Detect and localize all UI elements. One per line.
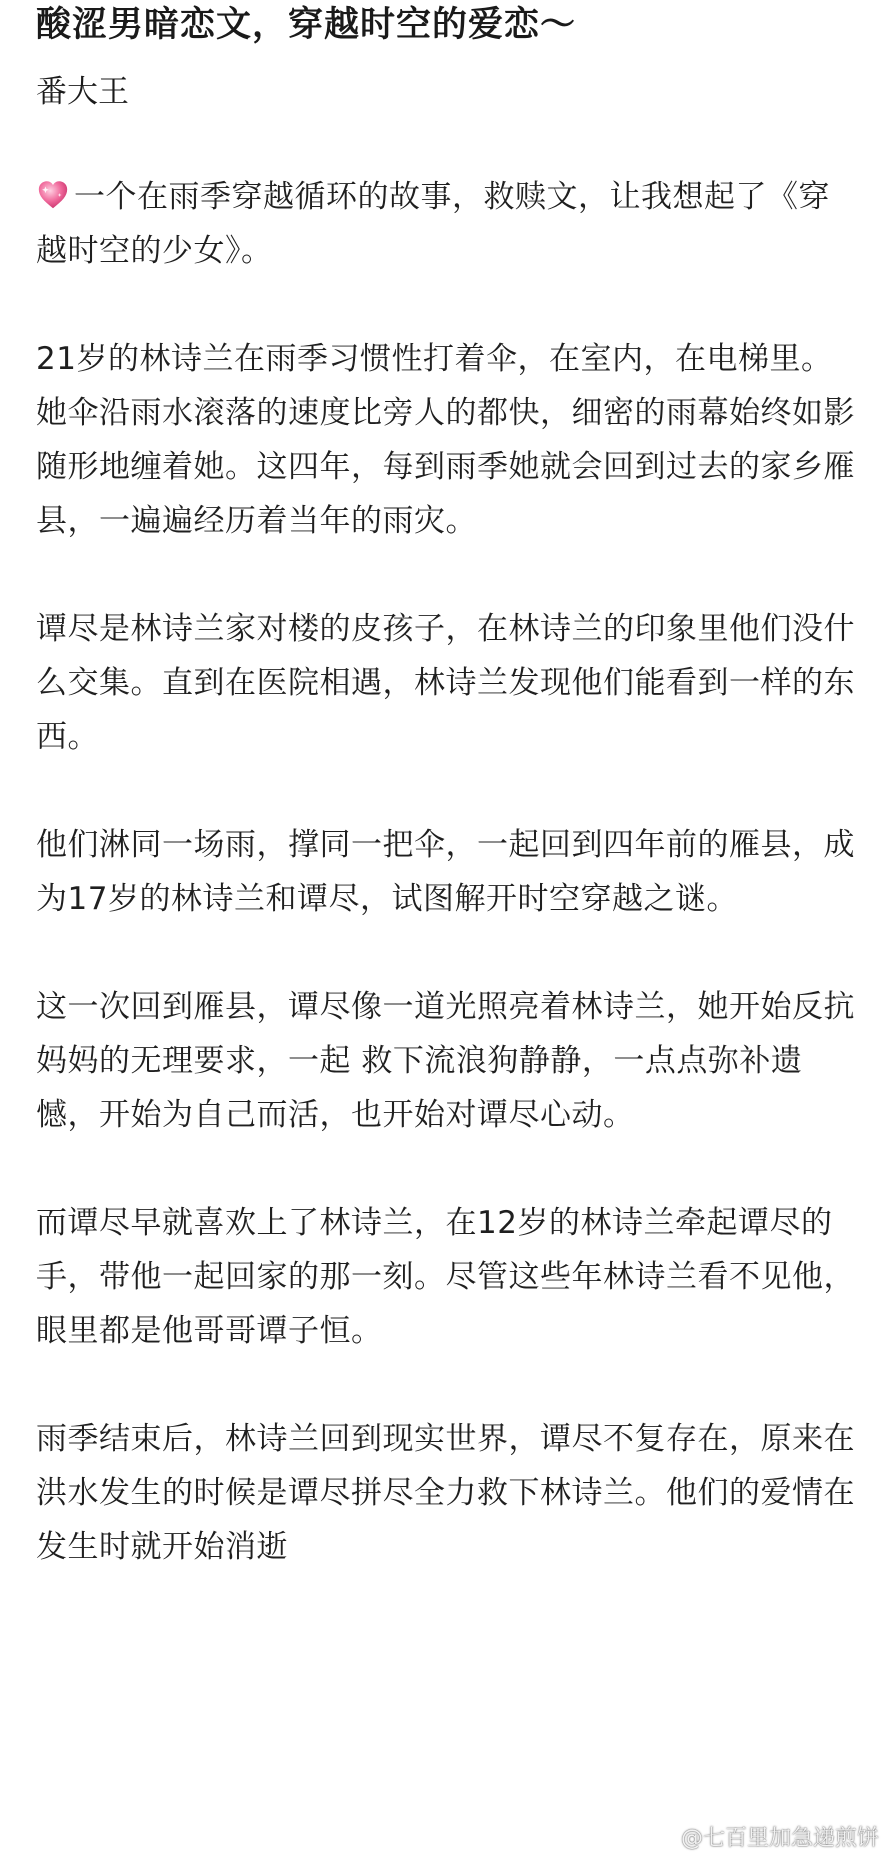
watermark-text: @七百里加急递煎饼 <box>680 1826 879 1851</box>
article-body <box>36 170 861 1628</box>
paragraph-2: 21岁的林诗兰在雨季习惯性打着伞，在室内，在电梯里。她伞沿雨水滚落的速度比旁人的都快，细密的雨幕始终如影随形地缠着她。这四年，每到雨季她就会回到过去的家乡雁县，一遍遍经历着当年的雨灾。 <box>36 341 855 539</box>
article-author: 番大王 <box>36 74 129 110</box>
weibo-logo-icon <box>651 1828 677 1850</box>
paragraph-1-text: 一个在雨季穿越循环的故事，救赎文，让我想起了《穿越时空的少女》。 <box>36 179 830 269</box>
paragraph-1 <box>36 170 861 278</box>
paragraph-7: 雨季结束后，林诗兰回到现实世界，谭尽不复存在，原来在洪水发生的时候是谭尽拼尽全力救下林诗兰。他们的爱情在发生时就开始消逝 <box>36 1421 855 1565</box>
watermark <box>651 1825 879 1853</box>
sparkling-heart-icon <box>36 178 70 212</box>
paragraph-3: 谭尽是林诗兰家对楼的皮孩子，在林诗兰的印象里他们没什么交集。直到在医院相遇，林诗兰发现他们能看到一样的东西。 <box>36 611 855 755</box>
paragraph-6: 而谭尽早就喜欢上了林诗兰，在12岁的林诗兰牵起谭尽的手，带他一起回家的那一刻。尽管这些年林诗兰看不见他，眼里都是他哥哥谭子恒。 <box>36 1205 855 1349</box>
article-title: 酸涩男暗恋文，穿越时空的爱恋～ <box>36 5 577 45</box>
paragraph-5: 这一次回到雁县，谭尽像一道光照亮着林诗兰，她开始反抗妈妈的无理要求，一起 救下流浪狗静静，一点点弥补遗憾，开始为自己而活，也开始对谭尽心动。 <box>36 989 855 1133</box>
paragraph-4: 他们淋同一场雨，撑同一把伞，一起回到四年前的雁县，成为17岁的林诗兰和谭尽，试图解开时空穿越之谜。 <box>36 827 855 917</box>
